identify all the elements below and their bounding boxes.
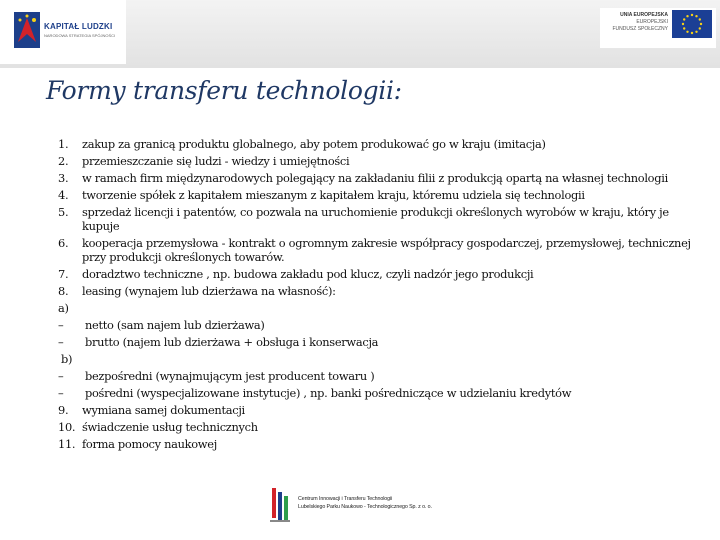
list-marker: 6. — [58, 236, 69, 250]
list-marker: b) — [61, 352, 73, 366]
list-item — [58, 188, 708, 202]
list-marker: 8. — [58, 284, 69, 298]
list-item-text — [82, 352, 708, 366]
list-item — [58, 205, 708, 233]
list-item — [58, 171, 708, 185]
list-item — [58, 318, 708, 332]
list-marker: 3. — [58, 171, 69, 185]
list-item — [58, 369, 708, 383]
footer-line1: Centrum Innowacji i Transferu Technologii — [298, 496, 393, 502]
list-marker: 10. — [58, 420, 76, 434]
list-item — [58, 236, 708, 264]
citt-footer-logo — [268, 486, 460, 528]
list-item-text: kooperacja przemysłowa - kontrakt o ogromnym zakresie współpracy gospodarczej, przemysłowej, technicznej przy produkcji określonych towarów. — [82, 236, 691, 264]
list-marker: 2. — [58, 154, 69, 168]
list-marker: – — [58, 318, 64, 332]
eu-logo-text — [606, 12, 668, 33]
list-item — [58, 267, 708, 281]
list-item-text: sprzedaż licencji i patentów, co pozwala na uruchomienie produkcji określonych wyrobów w kraju, który je kupuje — [82, 205, 669, 233]
list-item — [58, 386, 708, 400]
list-item — [58, 420, 708, 434]
eu-flag-icon — [672, 10, 712, 38]
list-item — [58, 352, 708, 366]
list-item-text: przemieszczanie się ludzi - wiedzy i umiejętności — [82, 154, 350, 168]
list-item-text: leasing (wynajem lub dzierżawa na własność): — [82, 284, 336, 298]
list-marker: a) — [58, 301, 69, 315]
list-item-text: w ramach firm międzynarodowych polegający na zakładaniu filii z produkcją opartą na własnej technologii — [82, 171, 668, 185]
eu-logo — [600, 8, 716, 48]
list-item-text: forma pomocy naukowej — [82, 437, 217, 451]
list-marker: – — [58, 386, 64, 400]
list-marker: 5. — [58, 205, 69, 219]
list-item-text: bezpośredni (wynajmującym jest producent towaru ) — [85, 369, 375, 383]
header-bar — [0, 0, 720, 68]
list-item-text — [82, 301, 708, 315]
eu-logo-line3: FUNDUSZ SPOŁECZNY — [612, 26, 668, 32]
list-marker: – — [58, 369, 64, 383]
list-item-text: wymiana samej dokumentacji — [82, 403, 245, 417]
list-item — [58, 154, 708, 168]
list-item — [58, 335, 708, 349]
citt-emblem-icon — [268, 486, 294, 526]
list-item-text: zakup za granicą produktu globalnego, aby potem produkować go w kraju (imitacja) — [82, 137, 546, 151]
eu-logo-line1: UNIA EUROPEJSKA — [620, 12, 668, 18]
eu-logo-line2: EUROPEJSKI — [636, 19, 668, 25]
footer-line2: Lubelskiego Parku Naukowo - Technologicznego Sp. z o. o. — [298, 504, 432, 510]
list-item — [58, 437, 708, 451]
list-item-text: pośredni (wyspecjalizowane instytucje) , np. banki pośredniczące w udzielaniu kredytów — [85, 386, 572, 400]
list-marker: 11. — [58, 437, 76, 451]
list-item — [58, 403, 708, 417]
list-item — [58, 284, 708, 298]
list-marker: – — [58, 335, 64, 349]
list-item — [58, 137, 708, 151]
list-marker: 7. — [58, 267, 69, 281]
list-item-text: świadczenie usług technicznych — [82, 420, 258, 434]
kapital-ludzki-emblem-icon — [14, 12, 40, 48]
kapital-ludzki-title: KAPITAŁ LUDZKI — [44, 22, 113, 31]
list-item — [58, 301, 708, 315]
slide-title: Formy transferu technologii: — [46, 76, 402, 105]
kapital-ludzki-subtitle: NARODOWA STRATEGIA SPÓJNOŚCI — [44, 33, 116, 38]
list-item-text: brutto (najem lub dzierżawa + obsługa i konserwacja — [85, 335, 379, 349]
list-marker: 9. — [58, 403, 69, 417]
kapital-ludzki-logo — [0, 0, 126, 64]
list-item-text: netto (sam najem lub dzierżawa) — [85, 318, 265, 332]
list-marker: 1. — [58, 137, 69, 151]
list-item-text: doradztwo techniczne , np. budowa zakładu pod klucz, czyli nadzór jego produkcji — [82, 267, 534, 281]
list-item-text: tworzenie spółek z kapitałem mieszanym z kapitałem kraju, któremu udziela się technologii — [82, 188, 585, 202]
transfer-forms-list — [58, 137, 708, 454]
list-marker: 4. — [58, 188, 69, 202]
